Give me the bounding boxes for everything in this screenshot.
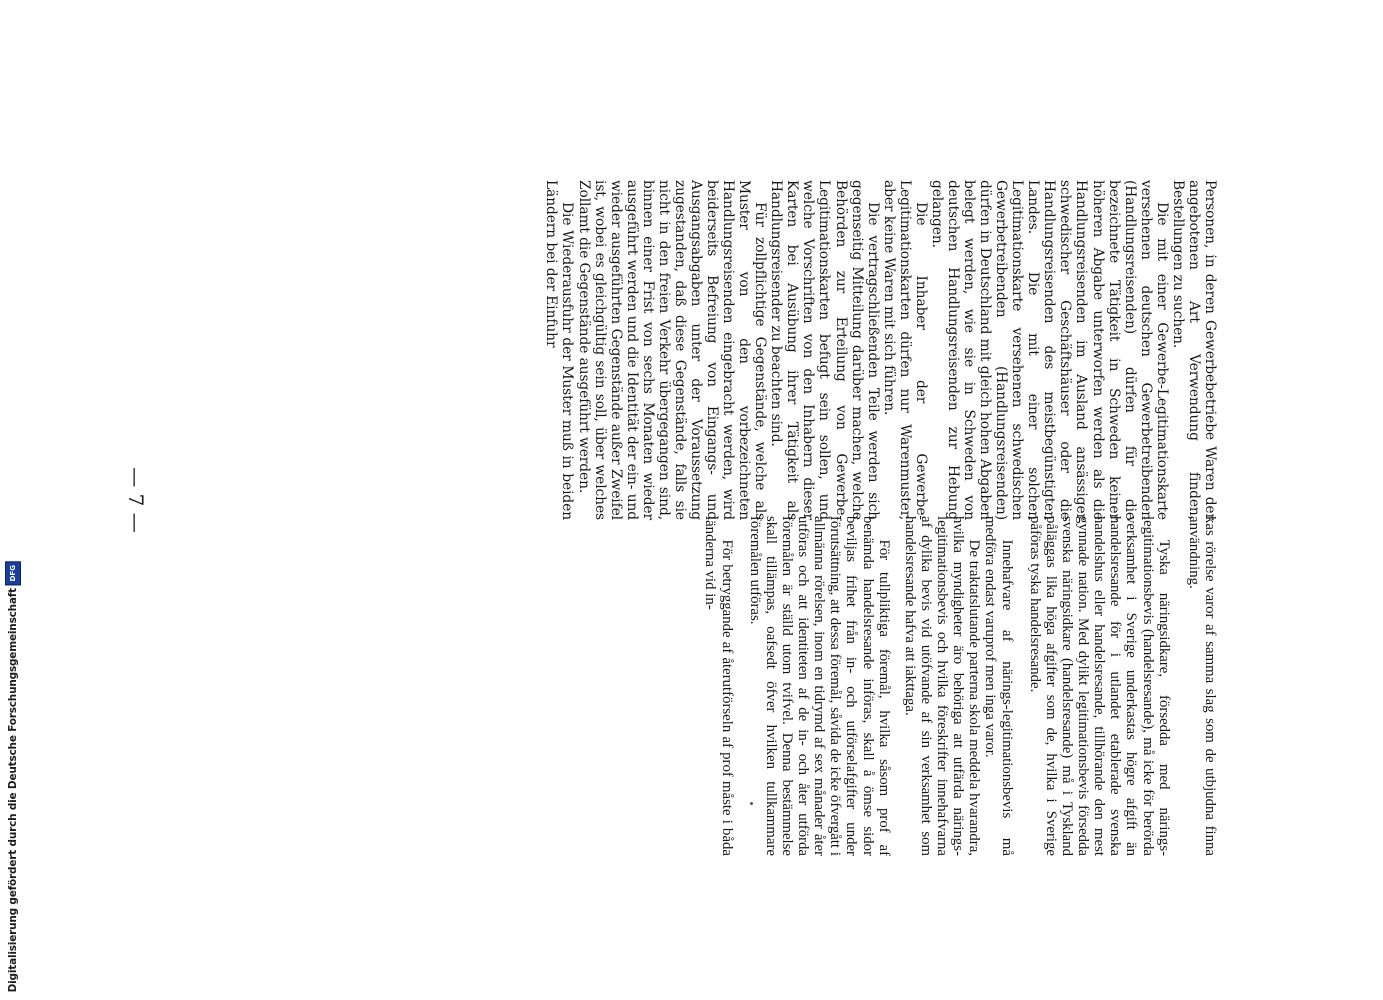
german-paragraph-4: Für zollpflichtige Gegenstände, welche als Muster von den vorbezeichneten Handlungsreisenden eingebracht werden, wird beiderseits Befreiung von Eingangs- und Ausgangsabgaben unter der Voraussetzung zugestanden, daß diese Gegenstände, falls sie nicht in den freien Verkehr übergegangen sind, binnen einer Frist von sechs Monaten wieder ausgeführt werden und die Identität der ein- und wieder ausgeführten Gegenstände außer Zweifel ist, wobei es gleichgültig sein soll, über welches Zollamt die Gegenstände ausgeführt werden. bbox=[575, 180, 769, 520]
swedish-paragraph-3: De traktatslutande parterna skola meddela hvarandra, hvilka myndigheter äro behöriga att utfärda närings-legitimationsbevis och hvilka föreskrifter innehafvarna af dylika bevis vid utöfvande af sin verksamhet som handelsresande hafva att iakttaga. bbox=[901, 516, 983, 856]
scan-speck bbox=[750, 802, 753, 805]
swedish-paragraph-2: Innehafvare af närings-legitimationsbevis må medföra endast varuprof men inga varor. bbox=[982, 516, 1015, 856]
dfg-logo-icon bbox=[5, 561, 21, 585]
german-paragraph-3: Die vertragschließenden Teile werden sich gegenseitig Mitteilung darüber machen, welche Behörden zur Erteilung von Gewerbe-Legitimationskarten befugt sein sollen, und welche Vorschriften von den Inhabern dieser Karten bei Ausübung ihrer Tätigkeit als Handlungsreisender zu beachten sind. bbox=[768, 180, 881, 520]
german-paragraph-0: Personen, in deren Gewerbebetriebe Waren der angebotenen Art Verwendung finden, Bestellungen zu suchen. bbox=[1169, 180, 1218, 520]
swedish-column bbox=[702, 516, 1218, 856]
german-paragraph-5: Die Wiederausfuhr der Muster muß in beiden Ländern bei der Einfuhr bbox=[543, 180, 576, 520]
swedish-paragraph-1: Tyska näringsidkare, försedda med närings-legitimationsbevis (handelsresande), må icke för berörda verksamhet i Sverige underkastas högre afgift än handelsresande för i utlandet etablerade svenska handelshus eller handelsresande, tillhörande den mest gynnade nation. Med dylikt legitimationsbevis försedda svenska näringsidkare (handelsresande) må i Tyskland påläggas lika höga afgifter som de, hvilka i Sverige påföras tyska handelsresande. bbox=[1026, 516, 1172, 856]
logo-text: DFG bbox=[9, 564, 17, 581]
swedish-paragraph-0: kas rörelse varor af samma slag som de utbjudna finna användning. bbox=[1185, 516, 1218, 856]
german-paragraph-1: Die mit einer Gewerbe-Legitimationskarte versehenen deutschen Gewerbetreibenden (Handlungsreisenden) dürfen für die bezeichnete Tätigkeit in Schweden keiner höheren Abgabe unterworfen werden als die Handlungsreisenden im Ausland ansässiger schwedischer Geschäftshäuser oder die Handlungsreisenden des meistbegünstigten Landes. Die mit einer solchen Legitimationskarte versehenen schwedischen Gewerbetreibenden (Handlungsreisenden) dürfen in Deutschland mit gleich hohen Abgaben belegt werden, wie sie in Schweden von deutschen Handlungsreisenden zur Hebung gelangen. bbox=[928, 180, 1170, 520]
page-number: — 7 — bbox=[124, 467, 148, 533]
watermark-text: Digitalisierung gefördert durch die Deutsche Forschungsgemeinschaft bbox=[7, 587, 19, 992]
german-column bbox=[543, 180, 1218, 520]
digitization-watermark bbox=[5, 561, 21, 992]
swedish-paragraph-4: För tullpliktiga föremål, hvilka såsom prof af benämda handelsresande införas, skall å ömse sidor beviljas frihet från in- och utförselafgifter under förutsättning, att dessa föremål, såvida de icke öfvergått i allmänna rörelsen, inom en tidrymd af sex månader åter utföras och att identiteten af de in- och åter utförda föremålen är ställd utom tvifvel. Denna bestämmelse skall tillämpas, oafsedt öfver hvilken tullkammare föremålen utföras. bbox=[746, 516, 892, 856]
german-paragraph-2: Die Inhaber der Gewerbe-Legitimationskarten dürfen nur Warenmuster, aber keine Waren mit sich führen. bbox=[880, 180, 929, 520]
swedish-paragraph-5: För betryggande af återutförseln af prof måste i båda länderna vid in- bbox=[702, 516, 735, 856]
